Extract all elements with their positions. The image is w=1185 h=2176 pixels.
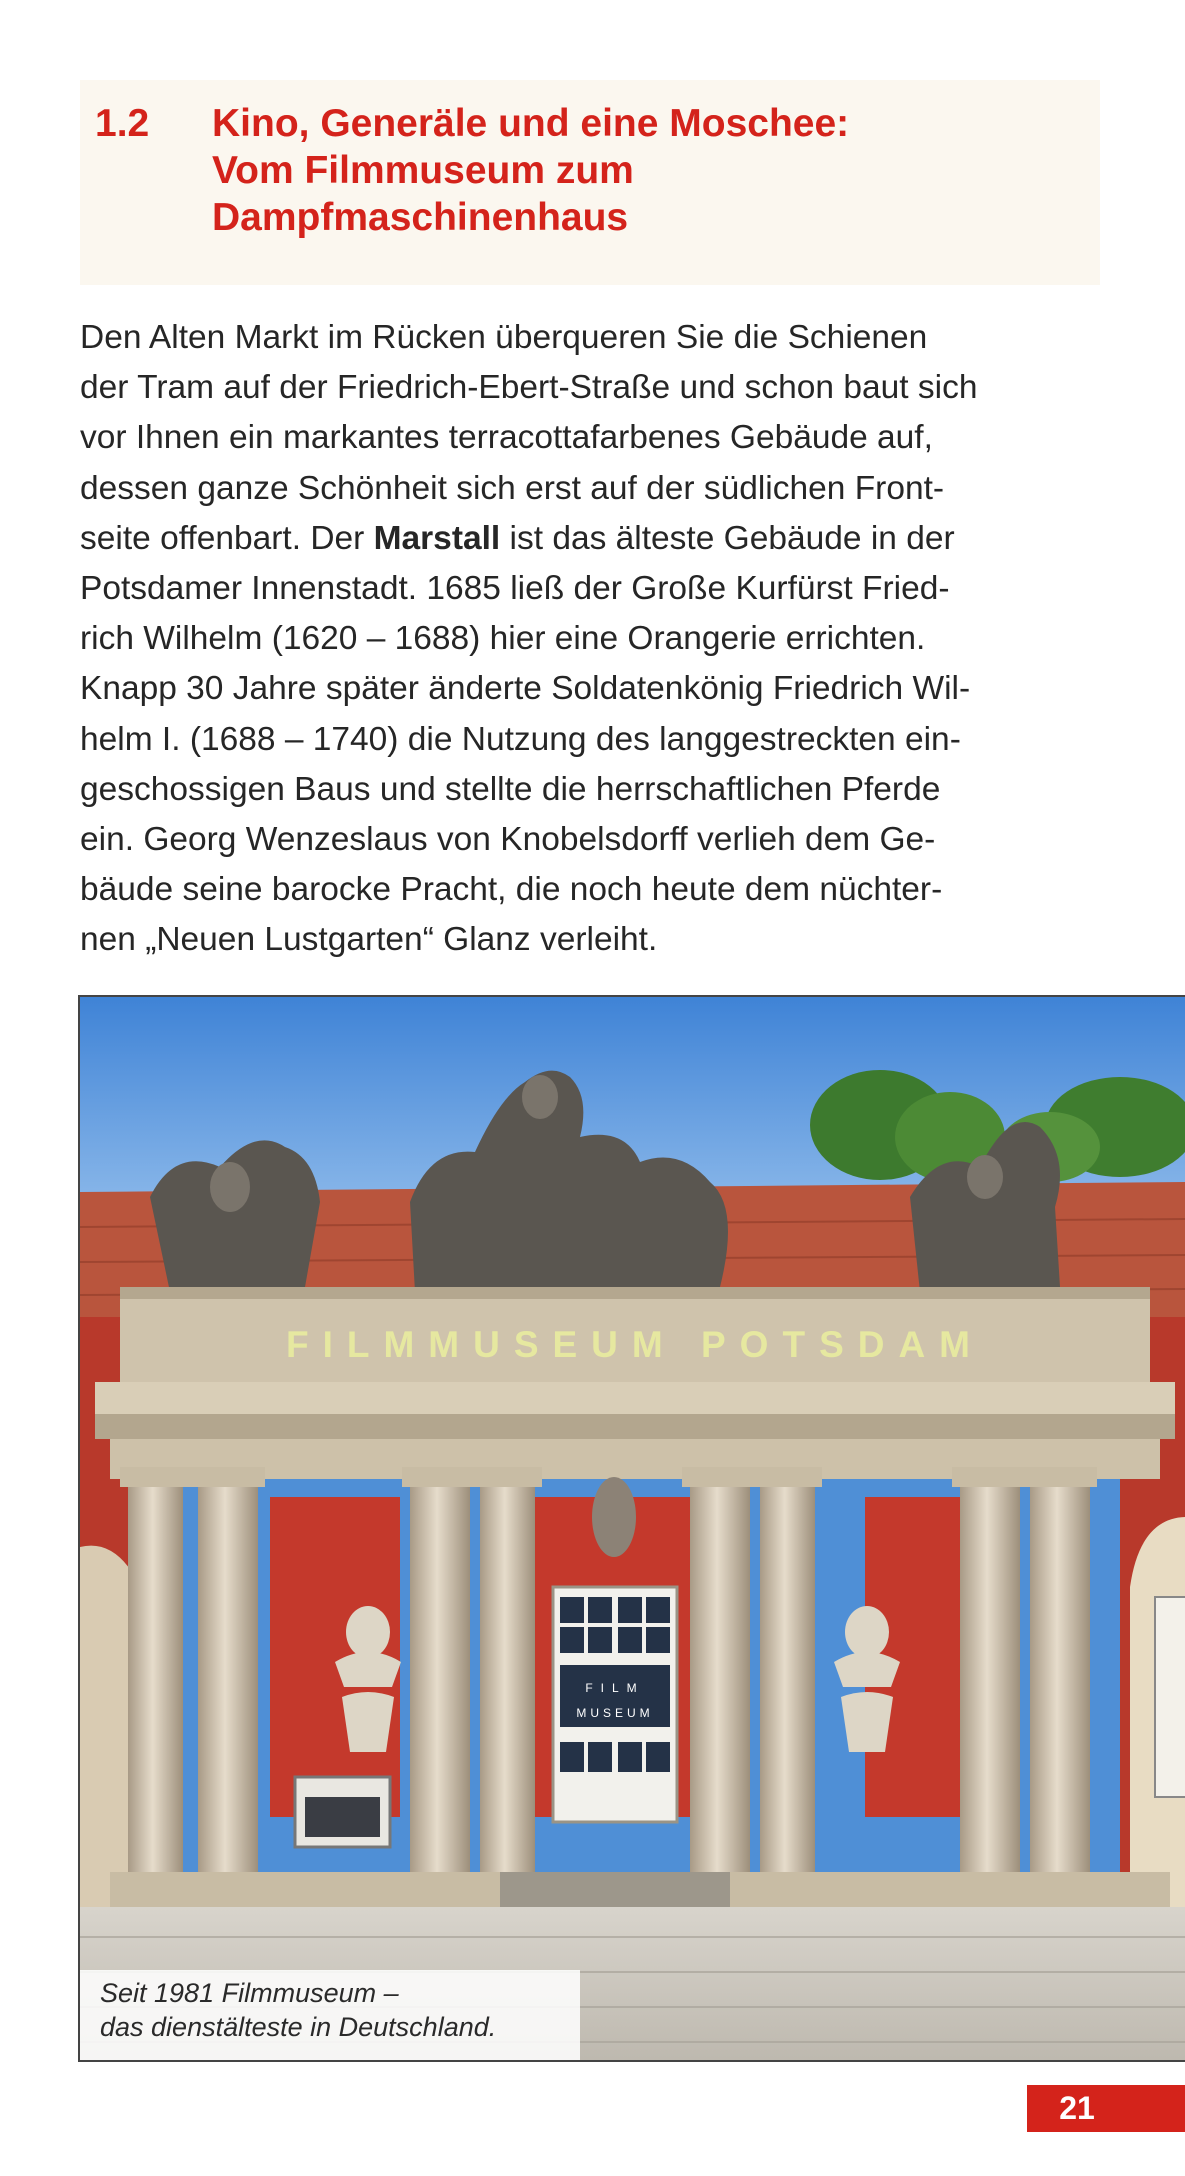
body-text-run: seite offenbart. Der	[80, 519, 374, 557]
door-sign-line: FILM	[585, 1681, 645, 1695]
section-title-line: Kino, Generäle und eine Moschee:	[212, 102, 850, 145]
door-sign-line: MUSEUM	[576, 1706, 654, 1720]
section-title	[212, 100, 1072, 241]
body-line: ein. Georg Wenzeslaus von Knobelsdorff verlieh dem Ge-	[80, 821, 936, 859]
body-line: geschossigen Baus und stellte die herrschaftlichen Pferde	[80, 770, 941, 808]
body-line: Knapp 30 Jahre später änderte Soldatenkönig Friedrich Wil-	[80, 670, 971, 708]
section-number: 1.2	[95, 102, 150, 145]
body-line: rich Wilhelm (1620 – 1688) hier eine Orangerie errichten.	[80, 620, 926, 658]
body-line: vor Ihnen ein markantes terracottafarbenes Gebäude auf,	[80, 419, 933, 457]
section-title-line: Dampfmaschinenhaus	[212, 196, 629, 239]
entrance-door	[553, 1587, 677, 1822]
body-line	[80, 514, 1100, 564]
section-title-line: Vom Filmmuseum zum	[212, 149, 634, 192]
filmmuseum-illustration	[80, 997, 1185, 2062]
filmmuseum-photo	[78, 995, 1185, 2062]
body-paragraph	[80, 313, 1100, 966]
photo-caption	[100, 1976, 496, 2044]
facade-sign: FILMMUSEUM POTSDAM	[285, 1324, 985, 1365]
body-line: Den Alten Markt im Rücken überqueren Sie die Schienen	[80, 319, 928, 356]
body-line: dessen ganze Schönheit sich erst auf der südlichen Front-	[80, 469, 945, 507]
page-number: 21	[1059, 2090, 1095, 2126]
caption-line: Seit 1981 Filmmuseum –	[100, 1978, 399, 2008]
keyword-marstall: Marstall	[373, 519, 501, 557]
body-line: bäude seine barocke Pracht, die noch heute dem nüchter-	[80, 871, 943, 909]
body-line: nen „Neuen Lustgarten“ Glanz verleiht.	[80, 921, 658, 959]
body-text-run: ist das älteste Gebäude in der	[500, 519, 955, 557]
body-line: der Tram auf der Friedrich-Ebert-Straße und schon baut sich	[80, 369, 978, 407]
body-line: helm I. (1688 – 1740) die Nutzung des langgestreckten ein-	[80, 720, 961, 758]
body-line: Potsdamer Innenstadt. 1685 ließ der Große Kurfürst Fried-	[80, 570, 950, 608]
caption-line: das dienstälteste in Deutschland.	[100, 2012, 497, 2042]
